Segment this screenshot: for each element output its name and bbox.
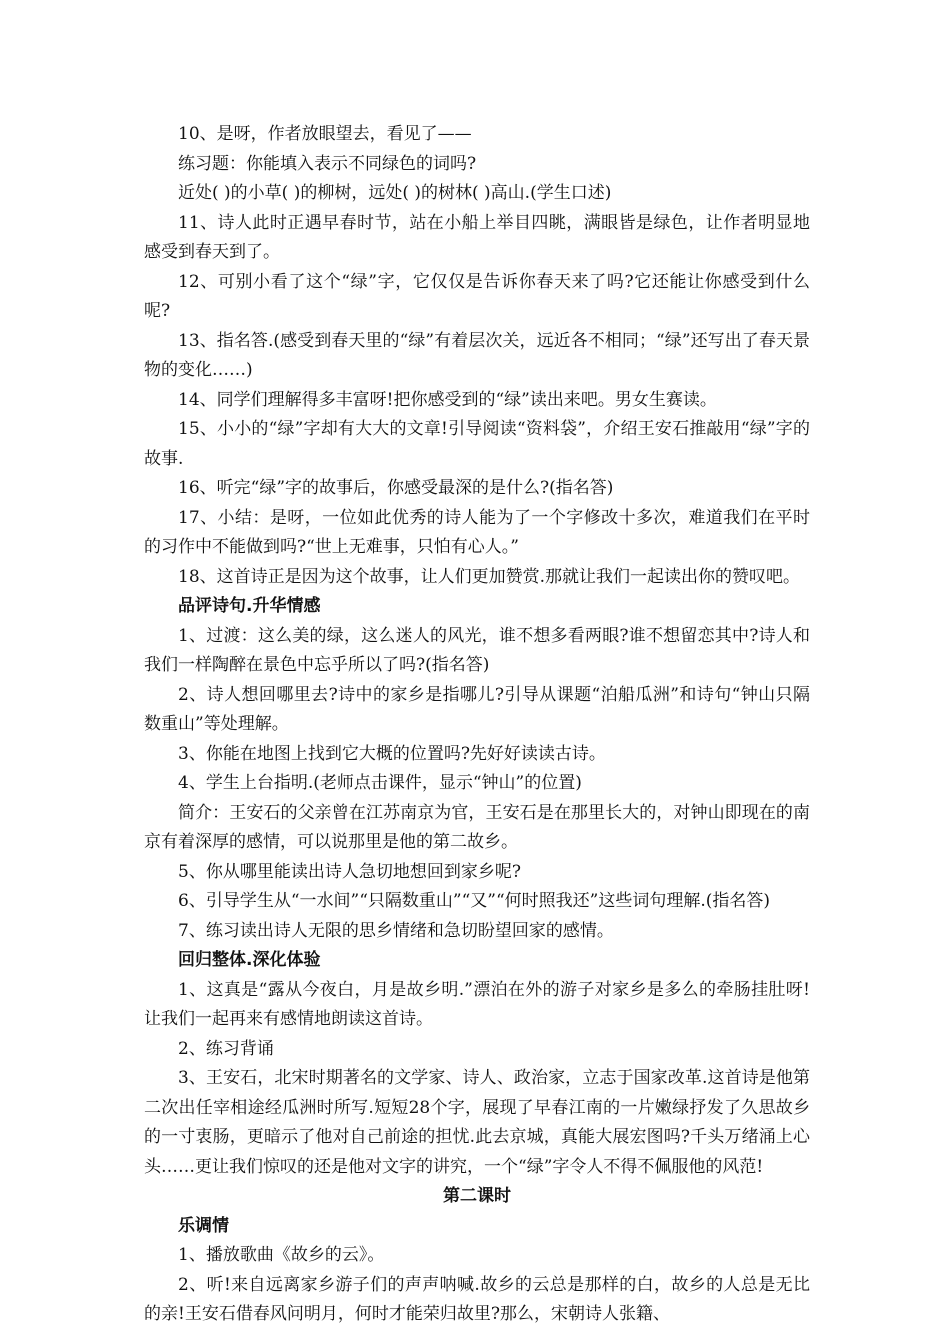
paragraph: 14、同学们理解得多丰富呀!把你感受到的“绿”读出来吧。男女生赛读。 xyxy=(178,389,717,410)
paragraph: 简介：王安石的父亲曾在江苏南京为官，王安石是在那里长大的，对钟山即现在的南京有着深厚的感情，可以说那里是他的第二故乡。 xyxy=(144,802,810,852)
paragraph: 3、王安石，北宋时期著名的文学家、诗人、政治家，立志于国家改革.这首诗是他第二次出任宰相途经瓜洲时所写.短短28个字，展现了早春江南的一片嫩绿抒发了久思故乡的一寸衷肠，更暗示了他对自己前途的担忧.此去京城，真能大展宏图吗?千头万绪涌上心头……更让我们惊叹的还是他对文字的讲究，一个“绿”字令人不得不佩服他的风范! xyxy=(144,1068,810,1177)
paragraph: 4、学生上台指明.(老师点击课件，显示“钟山”的位置) xyxy=(178,773,582,793)
section-heading: 品评诗句.升华情感 xyxy=(178,596,321,616)
paragraph: 2、诗人想回哪里去?诗中的家乡是指哪儿?引导从课题“泊船瓜洲”和诗句“钟山只隔数重山”等处理解。 xyxy=(144,684,810,734)
paragraph: 18、这首诗正是因为这个故事，让人们更加赞赏.那就让我们一起读出你的赞叹吧。 xyxy=(178,566,801,587)
paragraph: 12、可别小看了这个“绿”字，它仅仅是告诉你春天来了吗?它还能让你感受到什么呢? xyxy=(144,271,810,321)
paragraph: 15、小小的“绿”字却有大大的文章!引导阅读“资料袋”，介绍王安石推敲用“绿”字的故事. xyxy=(144,419,810,469)
paragraph: 7、练习读出诗人无限的思乡情绪和急切盼望回家的感情。 xyxy=(178,920,614,941)
paragraph: 1、播放歌曲《故乡的云》。 xyxy=(178,1245,385,1265)
paragraph: 5、你从哪里能读出诗人急切地想回到家乡呢? xyxy=(178,861,521,882)
paragraph: 近处( )的小草( )的柳树，远处( )的树林( )高山.(学生口述) xyxy=(178,183,612,203)
document-page xyxy=(144,120,810,1330)
paragraph: 2、练习背诵 xyxy=(178,1038,274,1059)
paragraph: 1、过渡：这么美的绿，这么迷人的风光，谁不想多看两眼?谁不想留恋其中?诗人和我们一样陶醉在景色中忘乎所以了吗?(指名答) xyxy=(144,625,810,675)
section-heading: 回归整体.深化体验 xyxy=(178,950,321,970)
paragraph: 13、指名答.(感受到春天里的“绿”有着层次关，远近各不相同；“绿”还写出了春天景物的变化……) xyxy=(144,330,810,380)
paragraph: 10、是呀，作者放眼望去，看见了—— xyxy=(178,124,472,144)
paragraph: 11、诗人此时正遇早春时节，站在小船上举目四眺，满眼皆是绿色，让作者明显地感受到春天到了。 xyxy=(144,212,810,262)
paragraph: 6、引导学生从“一水间”“只隔数重山”“又”“何时照我还”这些词句理解.(指名答) xyxy=(178,891,771,911)
paragraph: 练习题：你能填入表示不同绿色的词吗? xyxy=(178,153,477,174)
paragraph: 16、听完“绿”字的故事后，你感受最深的是什么?(指名答) xyxy=(178,478,614,498)
paragraph: 1、这真是“露从今夜白，月是故乡明.”漂泊在外的游子对家乡是多么的牵肠挂肚呀!让我们一起再来有感情地朗读这首诗。 xyxy=(144,979,810,1029)
paragraph: 17、小结：是呀，一位如此优秀的诗人能为了一个字修改十多次，难道我们在平时的习作中不能做到吗?“世上无难事，只怕有心人。” xyxy=(144,507,810,557)
lesson-title: 第二课时 xyxy=(443,1186,511,1206)
paragraph: 2、听!来自远离家乡游子们的声声呐喊.故乡的云总是那样的白，故乡的人总是无比的亲!王安石借春风问明月，何时才能荣归故里?那么，宋朝诗人张籍、 xyxy=(144,1274,810,1324)
section-heading: 乐调情 xyxy=(178,1215,229,1236)
paragraph: 3、你能在地图上找到它大概的位置吗?先好好读读古诗。 xyxy=(178,743,606,764)
